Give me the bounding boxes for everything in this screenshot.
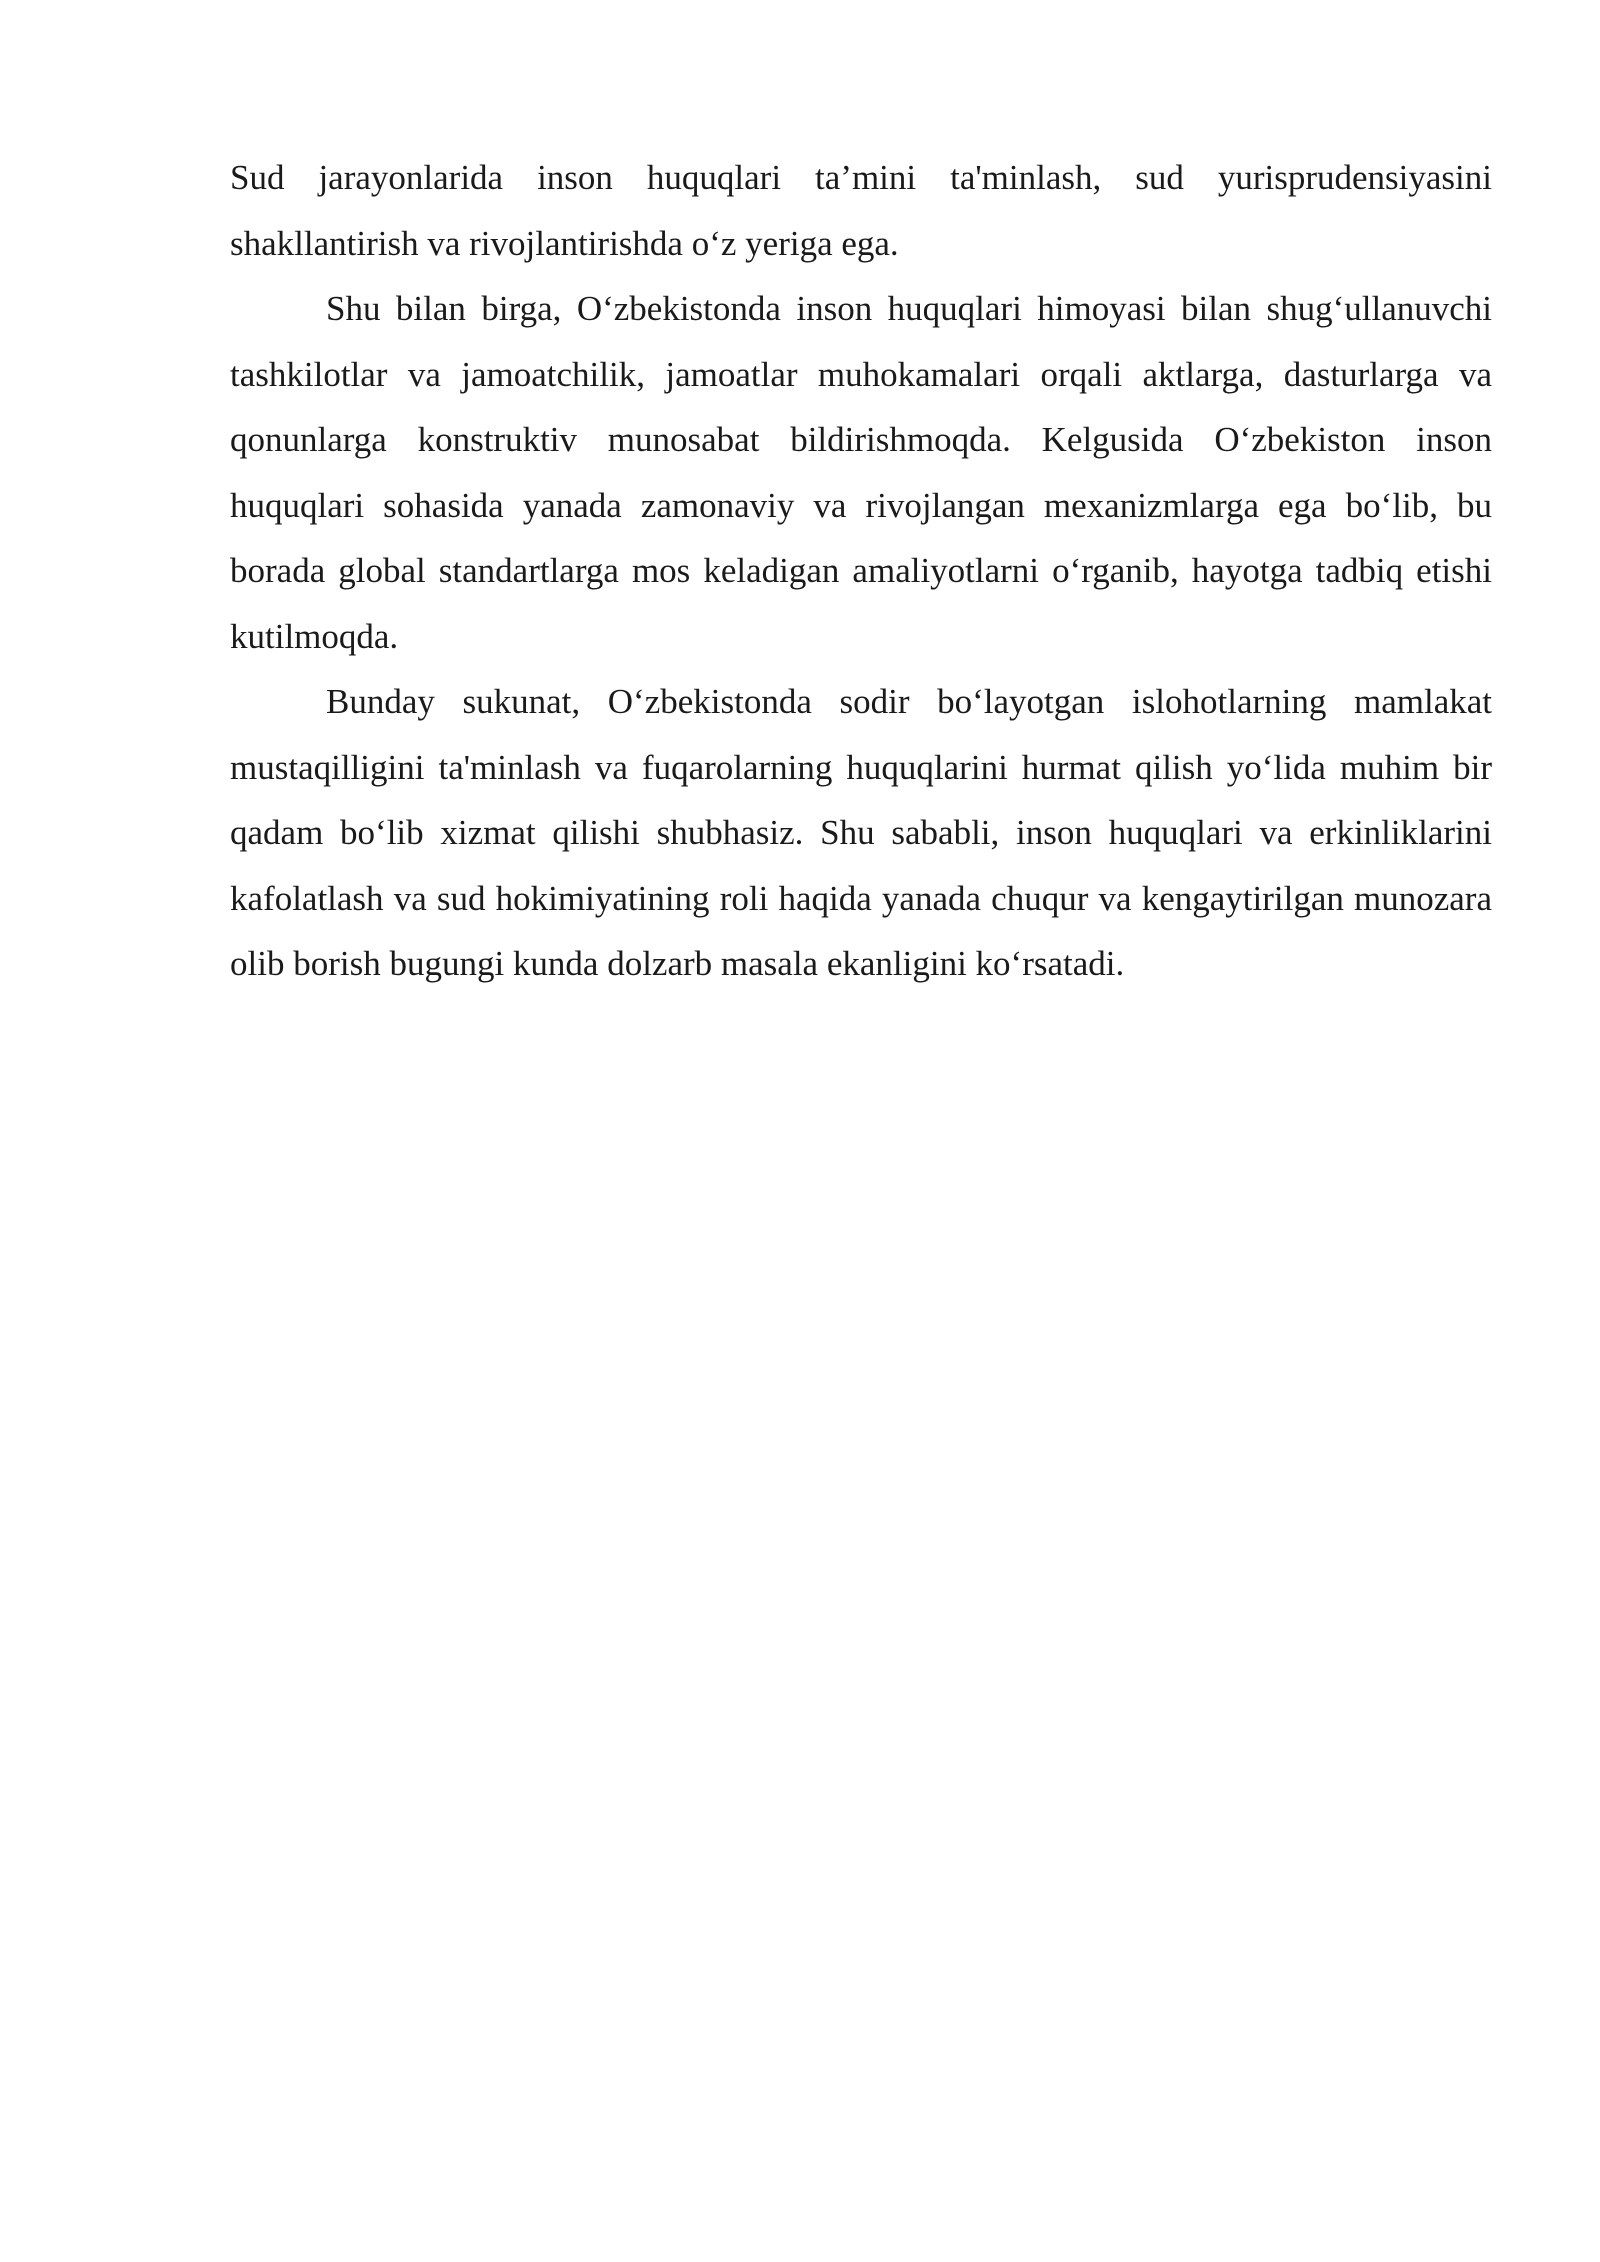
paragraph-human-rights-organizations: Shu bilan birga, O‘zbekistonda inson huquqlari himoyasi bilan shug‘ullanuvchi tashkilotlar va jamoatchilik, jamoatlar muhokamalari orqali aktlarga, dasturlarga va qonunlarga konstruktiv munosabat bildirishmoqda. Kelgusida O‘zbekiston inson huquqlari sohasida yanada zamonaviy va rivojlangan mexanizmlarga ega bo‘lib, bu borada global standartlarga mos keladigan amaliyotlarni o‘rganib, hayotga tadbiq etishi kutilmoqda. <box>230 289 1492 656</box>
paragraph-reforms-conclusion: Bunday sukunat, O‘zbekistonda sodir bo‘layotgan islohotlarning mamlakat mustaqilligini ta'minlash va fuqarolarning huquqlarini hurmat qilish yo‘lida muhim bir qadam bo‘lib xizmat qilishi shubhasiz. Shu sababli, inson huquqlari va erkinliklarini kafolatlash va sud hokimiyatining roli haqida yanada chuqur va kengaytirilgan munozara olib borish bugungi kunda dolzarb masala ekanligini ko‘rsatadi. <box>230 682 1492 983</box>
document-body <box>230 145 1492 997</box>
paragraph-continuation: Sud jarayonlarida inson huquqlari ta’mini ta'minlash, sud yurisprudensiyasini shakllantirish va rivojlantirishda o‘z yeriga ega. <box>230 158 1492 263</box>
